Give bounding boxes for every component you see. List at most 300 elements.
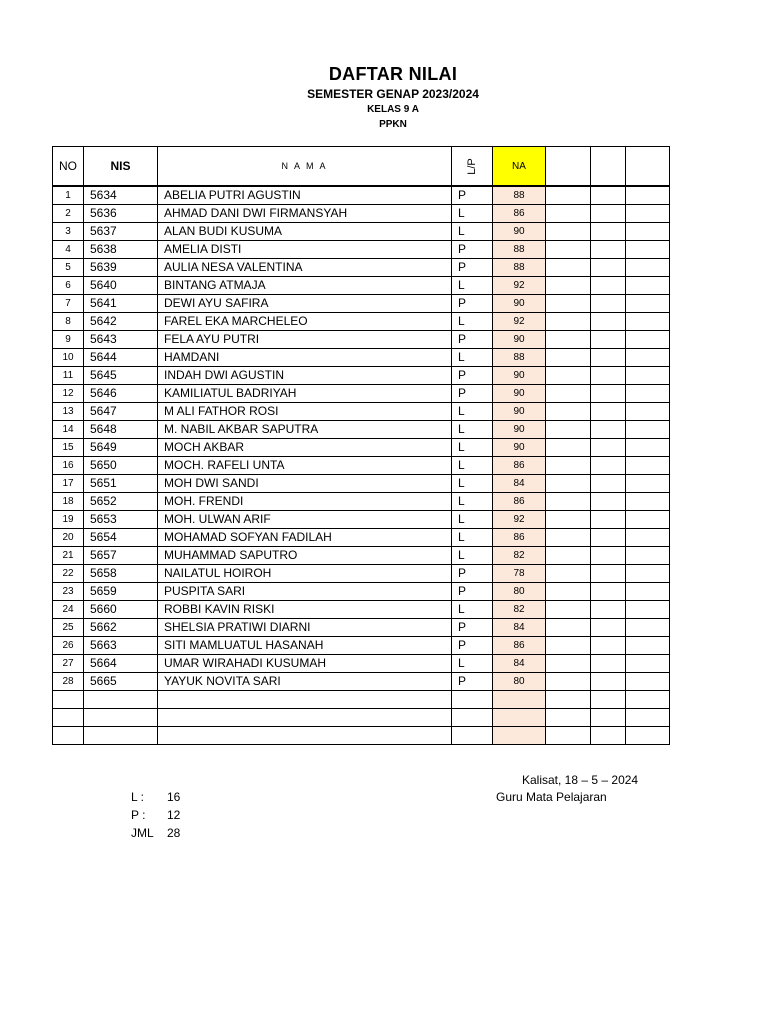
cell-lp: P [452,331,493,349]
cell-lp: P [452,673,493,691]
empty-cell [158,709,452,727]
cell-extra-3 [626,673,670,691]
cell-extra-3 [626,349,670,367]
empty-cell [626,709,670,727]
table-row [53,493,670,511]
cell-extra-3 [626,295,670,313]
cell-lp: P [452,385,493,403]
header-lp-label: L/P [465,158,478,175]
cell-na: 86 [493,493,546,511]
cell-nis: 5648 [84,421,158,439]
cell-extra-1 [546,277,591,295]
cell-no: 2 [53,205,84,223]
table-row [53,529,670,547]
cell-na: 92 [493,277,546,295]
cell-extra-2 [591,547,626,565]
cell-na: 90 [493,223,546,241]
cell-extra-1 [546,295,591,313]
cell-nis: 5657 [84,547,158,565]
cell-extra-1 [546,241,591,259]
cell-extra-1 [546,493,591,511]
cell-na: 80 [493,583,546,601]
summary-p-label: P : [131,808,146,822]
cell-no: 22 [53,565,84,583]
cell-no: 15 [53,439,84,457]
cell-nama: MOHAMAD SOFYAN FADILAH [158,529,452,547]
cell-extra-2 [591,223,626,241]
cell-nama: SITI MAMLUATUL HASANAH [158,637,452,655]
cell-lp: L [452,313,493,331]
cell-nis: 5637 [84,223,158,241]
cell-lp: P [452,186,493,205]
cell-extra-1 [546,223,591,241]
cell-nis: 5638 [84,241,158,259]
table-row [53,655,670,673]
table-row [53,565,670,583]
empty-cell [84,727,158,745]
cell-extra-1 [546,547,591,565]
cell-extra-2 [591,529,626,547]
cell-nama: FAREL EKA MARCHELEO [158,313,452,331]
cell-extra-3 [626,583,670,601]
cell-lp: L [452,511,493,529]
cell-lp: P [452,367,493,385]
cell-nama: ABELIA PUTRI AGUSTIN [158,186,452,205]
empty-cell [452,709,493,727]
empty-cell [626,727,670,745]
cell-nama: MUHAMMAD SAPUTRO [158,547,452,565]
signature-role: Guru Mata Pelajaran [496,790,607,804]
cell-no: 4 [53,241,84,259]
cell-extra-3 [626,223,670,241]
cell-na: 90 [493,421,546,439]
cell-extra-3 [626,457,670,475]
cell-nama: HAMDANI [158,349,452,367]
empty-cell [493,691,546,709]
table-row [53,601,670,619]
cell-no: 21 [53,547,84,565]
cell-nis: 5634 [84,186,158,205]
summary-l [131,790,180,804]
grades-table [52,146,670,745]
cell-extra-2 [591,493,626,511]
cell-no: 16 [53,457,84,475]
cell-extra-3 [626,205,670,223]
cell-na: 80 [493,673,546,691]
cell-nis: 5665 [84,673,158,691]
cell-nis: 5636 [84,205,158,223]
cell-no: 27 [53,655,84,673]
empty-row [53,709,670,727]
cell-extra-2 [591,367,626,385]
cell-lp: L [452,223,493,241]
cell-extra-1 [546,186,591,205]
cell-lp: L [452,421,493,439]
cell-extra-2 [591,619,626,637]
cell-extra-3 [626,439,670,457]
cell-no: 1 [53,186,84,205]
cell-na: 84 [493,619,546,637]
cell-extra-1 [546,385,591,403]
cell-no: 9 [53,331,84,349]
cell-extra-1 [546,529,591,547]
cell-extra-1 [546,565,591,583]
cell-lp: L [452,349,493,367]
header-na: NA [493,147,546,187]
cell-na: 90 [493,331,546,349]
cell-no: 5 [53,259,84,277]
cell-extra-3 [626,259,670,277]
cell-nama: MOH. FRENDI [158,493,452,511]
cell-nis: 5651 [84,475,158,493]
empty-row [53,727,670,745]
cell-no: 17 [53,475,84,493]
cell-lp: P [452,583,493,601]
cell-extra-1 [546,313,591,331]
cell-extra-2 [591,403,626,421]
empty-cell [452,727,493,745]
cell-lp: L [452,439,493,457]
cell-extra-3 [626,313,670,331]
cell-lp: L [452,475,493,493]
table-row [53,277,670,295]
table-row [53,205,670,223]
table-row [53,186,670,205]
cell-nis: 5646 [84,385,158,403]
cell-extra-2 [591,421,626,439]
cell-na: 84 [493,655,546,673]
cell-nis: 5664 [84,655,158,673]
cell-na: 92 [493,313,546,331]
cell-extra-1 [546,511,591,529]
table-row [53,223,670,241]
cell-no: 14 [53,421,84,439]
cell-extra-1 [546,457,591,475]
cell-nama: MOH DWI SANDI [158,475,452,493]
cell-nama: M ALI FATHOR ROSI [158,403,452,421]
cell-no: 7 [53,295,84,313]
cell-extra-1 [546,367,591,385]
cell-na: 90 [493,295,546,313]
cell-na: 86 [493,457,546,475]
cell-extra-1 [546,637,591,655]
cell-extra-3 [626,385,670,403]
empty-cell [626,691,670,709]
cell-nama: KAMILIATUL BADRIYAH [158,385,452,403]
cell-na: 88 [493,259,546,277]
summary-jml-label: JML [131,826,154,840]
cell-lp: P [452,619,493,637]
cell-nama: SHELSIA PRATIWI DIARNI [158,619,452,637]
cell-extra-1 [546,421,591,439]
cell-extra-3 [626,601,670,619]
cell-nama: MOCH. RAFELI UNTA [158,457,452,475]
cell-extra-2 [591,205,626,223]
cell-extra-1 [546,349,591,367]
cell-extra-2 [591,385,626,403]
cell-no: 12 [53,385,84,403]
cell-extra-2 [591,186,626,205]
summary-jml-value: 28 [167,826,181,840]
cell-no: 13 [53,403,84,421]
cell-lp: L [452,403,493,421]
empty-cell [158,727,452,745]
cell-no: 25 [53,619,84,637]
cell-na: 90 [493,385,546,403]
header-no: NO [53,147,84,187]
cell-nis: 5662 [84,619,158,637]
cell-extra-2 [591,637,626,655]
cell-lp: L [452,655,493,673]
cell-lp: L [452,277,493,295]
cell-na: 86 [493,205,546,223]
header-extra-3 [626,147,670,187]
cell-nis: 5659 [84,583,158,601]
cell-na: 82 [493,601,546,619]
empty-cell [546,709,591,727]
cell-nis: 5663 [84,637,158,655]
cell-extra-2 [591,565,626,583]
empty-cell [493,727,546,745]
cell-extra-1 [546,439,591,457]
table-row [53,367,670,385]
cell-nama: UMAR WIRAHADI KUSUMAH [158,655,452,673]
cell-extra-3 [626,529,670,547]
cell-extra-1 [546,583,591,601]
table-row [53,673,670,691]
empty-cell [158,691,452,709]
cell-extra-1 [546,475,591,493]
cell-na: 88 [493,349,546,367]
table-row [53,403,670,421]
table-row [53,475,670,493]
cell-extra-3 [626,619,670,637]
cell-extra-2 [591,583,626,601]
cell-na: 78 [493,565,546,583]
cell-extra-3 [626,637,670,655]
table-row [53,637,670,655]
table-row [53,313,670,331]
cell-nama: AHMAD DANI DWI FIRMANSYAH [158,205,452,223]
cell-nama: BINTANG ATMAJA [158,277,452,295]
cell-lp: L [452,205,493,223]
table-row [53,421,670,439]
table-row [53,511,670,529]
cell-nama: AULIA NESA VALENTINA [158,259,452,277]
cell-extra-2 [591,439,626,457]
empty-row [53,691,670,709]
table-header-row [53,147,670,187]
header-lp [452,147,493,187]
cell-extra-2 [591,601,626,619]
cell-lp: L [452,529,493,547]
cell-no: 20 [53,529,84,547]
table-row [53,349,670,367]
cell-extra-3 [626,655,670,673]
cell-no: 10 [53,349,84,367]
cell-extra-3 [626,403,670,421]
cell-extra-1 [546,259,591,277]
cell-nis: 5652 [84,493,158,511]
cell-nama: AMELIA DISTI [158,241,452,259]
cell-extra-2 [591,259,626,277]
empty-cell [53,691,84,709]
empty-cell [591,691,626,709]
empty-cell [591,709,626,727]
empty-cell [546,727,591,745]
header-extra-2 [591,147,626,187]
cell-no: 23 [53,583,84,601]
table-row [53,439,670,457]
table-row [53,295,670,313]
cell-extra-2 [591,241,626,259]
cell-nis: 5645 [84,367,158,385]
cell-na: 90 [493,439,546,457]
cell-nama: MOH. ULWAN ARIF [158,511,452,529]
cell-na: 86 [493,529,546,547]
table-row [53,241,670,259]
cell-lp: L [452,457,493,475]
cell-nis: 5653 [84,511,158,529]
cell-na: 84 [493,475,546,493]
cell-extra-2 [591,511,626,529]
cell-nis: 5641 [84,295,158,313]
cell-extra-3 [626,277,670,295]
cell-extra-3 [626,565,670,583]
cell-nama: ALAN BUDI KUSUMA [158,223,452,241]
table-row [53,583,670,601]
cell-nis: 5643 [84,331,158,349]
cell-extra-3 [626,547,670,565]
cell-no: 6 [53,277,84,295]
class-label: KELAS 9 A [367,104,419,115]
empty-cell [493,709,546,727]
cell-extra-1 [546,403,591,421]
cell-nis: 5647 [84,403,158,421]
cell-no: 18 [53,493,84,511]
table-row [53,457,670,475]
cell-extra-3 [626,367,670,385]
cell-nama: M. NABIL AKBAR SAPUTRA [158,421,452,439]
cell-nis: 5660 [84,601,158,619]
table-row [53,331,670,349]
cell-nama: NAILATUL HOIROH [158,565,452,583]
cell-extra-3 [626,511,670,529]
cell-nis: 5639 [84,259,158,277]
cell-no: 11 [53,367,84,385]
cell-na: 82 [493,547,546,565]
cell-extra-1 [546,673,591,691]
cell-no: 24 [53,601,84,619]
cell-extra-2 [591,349,626,367]
cell-no: 3 [53,223,84,241]
cell-extra-2 [591,331,626,349]
cell-na: 88 [493,186,546,205]
cell-extra-1 [546,205,591,223]
cell-na: 86 [493,637,546,655]
cell-extra-3 [626,241,670,259]
cell-extra-1 [546,601,591,619]
semester-subtitle: SEMESTER GENAP 2023/2024 [307,87,479,101]
cell-no: 26 [53,637,84,655]
cell-extra-2 [591,313,626,331]
cell-lp: P [452,259,493,277]
cell-nama: FELA AYU PUTRI [158,331,452,349]
header-extra-1 [546,147,591,187]
cell-nis: 5650 [84,457,158,475]
cell-extra-3 [626,421,670,439]
cell-nis: 5644 [84,349,158,367]
cell-nama: DEWI AYU SAFIRA [158,295,452,313]
cell-extra-3 [626,186,670,205]
subject-label: PPKN [379,119,407,130]
cell-na: 88 [493,241,546,259]
table-row [53,619,670,637]
cell-na: 90 [493,367,546,385]
table-row [53,547,670,565]
cell-extra-1 [546,655,591,673]
cell-extra-2 [591,655,626,673]
cell-extra-3 [626,475,670,493]
cell-no: 19 [53,511,84,529]
cell-no: 28 [53,673,84,691]
cell-nama: YAYUK NOVITA SARI [158,673,452,691]
cell-nis: 5649 [84,439,158,457]
empty-cell [84,691,158,709]
empty-cell [546,691,591,709]
cell-extra-2 [591,457,626,475]
cell-lp: L [452,547,493,565]
empty-cell [53,709,84,727]
header-nis: NIS [84,147,158,187]
cell-nama: INDAH DWI AGUSTIN [158,367,452,385]
cell-nama: PUSPITA SARI [158,583,452,601]
cell-lp: L [452,493,493,511]
cell-extra-3 [626,331,670,349]
table-row [53,259,670,277]
cell-extra-2 [591,475,626,493]
cell-extra-2 [591,277,626,295]
cell-no: 8 [53,313,84,331]
empty-cell [591,727,626,745]
cell-na: 90 [493,403,546,421]
cell-extra-3 [626,493,670,511]
cell-nama: MOCH AKBAR [158,439,452,457]
cell-nis: 5642 [84,313,158,331]
cell-extra-2 [591,295,626,313]
cell-extra-1 [546,619,591,637]
table-row [53,385,670,403]
summary-l-label: L : [131,790,144,804]
page-title: DAFTAR NILAI [328,64,458,84]
cell-nis: 5654 [84,529,158,547]
summary-jml [131,826,180,840]
cell-nis: 5658 [84,565,158,583]
summary-p-value: 12 [167,808,181,822]
header-nama: N A M A [158,147,452,187]
cell-lp: P [452,565,493,583]
cell-extra-2 [591,673,626,691]
signature-place-date: Kalisat, 18 – 5 – 2024 [522,773,639,787]
cell-lp: P [452,241,493,259]
cell-lp: P [452,295,493,313]
empty-cell [84,709,158,727]
cell-lp: L [452,601,493,619]
empty-cell [53,727,84,745]
summary-l-value: 16 [167,790,181,804]
cell-nis: 5640 [84,277,158,295]
empty-cell [452,691,493,709]
